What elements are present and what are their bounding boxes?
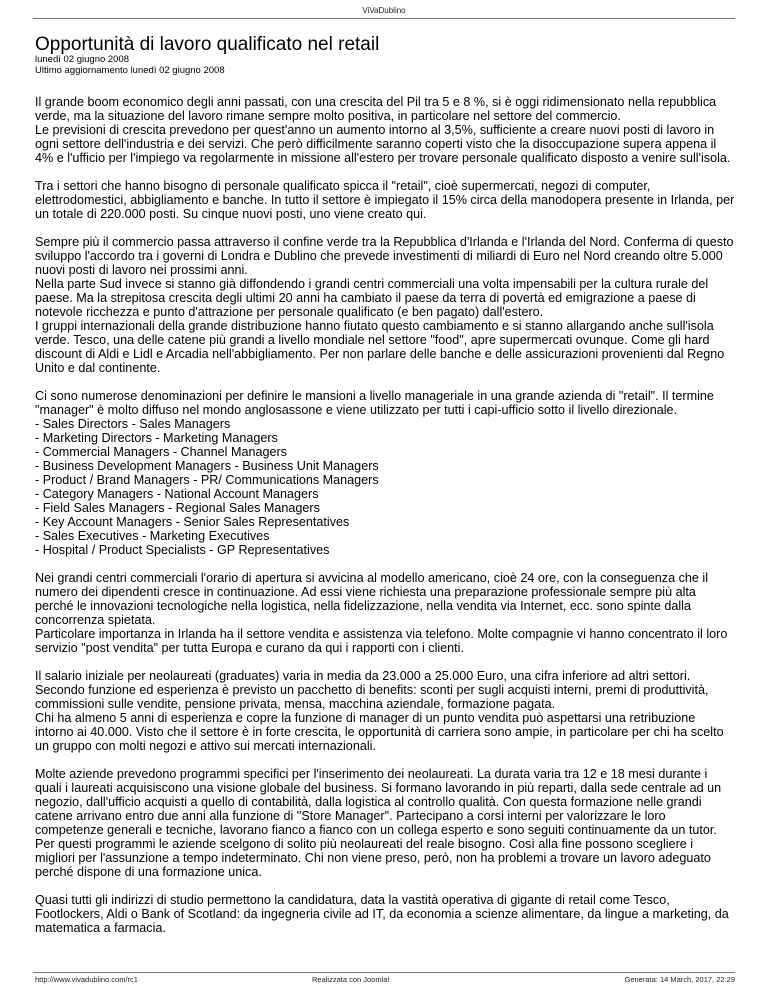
paragraph-line: - Sales Directors - Sales Managers xyxy=(35,417,231,431)
footer-divider xyxy=(33,972,735,973)
paragraph-line: - Hospital / Product Specialists - GP Representatives xyxy=(35,543,330,557)
article-paragraph xyxy=(35,389,735,557)
site-name: ViVaDublino xyxy=(362,6,406,15)
article-paragraph xyxy=(35,179,735,221)
paragraph-line: - Business Development Managers - Business Unit Managers xyxy=(35,459,379,473)
paragraph-line: - Key Account Managers - Senior Sales Representatives xyxy=(35,515,350,529)
paragraph-line: - Commercial Managers - Channel Managers xyxy=(35,445,287,459)
paragraph-line: Nei grandi centri commerciali l'orario di apertura si avvicina al modello americano, cioè 24 ore, con la conseguenza che il numero dei dipendenti cresce in continuazione. Ad essi viene richiesta una preparazione professionale sempre più alta perché le innovazioni tecnologiche nella logistica, nella fidelizzazione, nella vendita via Internet, ecc. sono spinte dalla concorrenza spietata. xyxy=(35,571,709,627)
paragraph-line: Le previsioni di crescita prevedono per quest'anno un aumento intorno al 3,5%, sufficiente a creare nuovi posti di lavoro in ogni settore dell'industria e dei servizi. Che però difficilmente saranno coperti visto che la disoccupazione supera appena il 4% e l'ufficio per l'impiego va regolarmente in missione all'estero per trovare personale qualificato disposto a venire sull'isola. xyxy=(35,123,731,165)
paragraph-line: Ci sono numerose denominazioni per definire le mansioni a livello manageriale in una grande azienda di "retail". Il termine "manager" è molto diffuso nel mondo anglosassone e viene utilizzato per tutti i capi-ufficio sotto il livello direzionale. xyxy=(35,389,714,417)
article-meta xyxy=(35,54,225,76)
article-paragraph xyxy=(35,767,735,879)
paragraph-line: Nella parte Sud invece si stanno già diffondendo i grandi centri commerciali una volta impensabili per la cultura rurale del paese. Ma la strepitosa crescita degli ultimi 20 anni ha cambiato il paese da terra di povertà ed emigrazione a paese di notevole ricchezza e punto d'attrazione per personale qualificato (e ben pagato) dall'estero. xyxy=(35,277,709,319)
paragraph-line: Il salario iniziale per neolaureati (graduates) varia in media da 23.000 a 25.000 Euro, una cifra inferiore ad altri settori. Secondo funzione ed esperienza è previsto un pacchetto di benefits: sconti per sugli acquisti interni, premi di produttività, commissioni sulle vendite, pensione privata, mensa, macchina aziendale, formazione pagata. xyxy=(35,669,709,711)
article-paragraph xyxy=(35,95,735,165)
article-paragraph xyxy=(35,669,735,753)
paragraph-line: Molte aziende prevedono programmi specifici per l'inserimento dei neolaureati. La durata varia tra 12 e 18 mesi durante i quali i laureati acquisiscono una visione globale del business. Si formano lavorando in più reparti, dalla sede centrale ad un negozio, dall'ufficio acquisti a quello di contabilità, dalla logistica al controllo qualità. Con questa formazione nelle grandi catene arrivano entro due anni alla funzione di "Store Manager". Partecipano a corsi interni per valorizzare le loro competenze generali e tecniche, lavorano fianco a fianco con un collega esperto e sono seguiti continuamente da un tutor. Per questi programmi le aziende scelgono di solito più neolaureati del reale bisogno. Così alla fine possono scegliere i migliori per l'assunzione a tempo indeterminato. Chi non viene preso, però, non ha problemi a trovare un lavoro adeguato perché dispone di una formazione unica. xyxy=(35,767,722,879)
paragraph-line: Sempre più il commercio passa attraverso il confine verde tra la Repubblica d'Irlanda e l'Irlanda del Nord. Conferma di questo sviluppo l'accordo tra i governi di Londra e Dublino che prevede investimenti di miliardi di Euro nel Nord creando oltre 5.000 nuovi posti di lavoro nei prossimi anni. xyxy=(35,235,734,277)
article-body xyxy=(35,95,735,949)
page-footer xyxy=(35,975,735,987)
paragraph-line: Particolare importanza in Irlanda ha il settore vendita e assistenza via telefono. Molte compagnie vi hanno concentrato il loro servizio "post vendita" per tutta Europa e curano da qui i rapporti con i clienti. xyxy=(35,627,728,655)
paragraph-line: Tra i settori che hanno bisogno di personale qualificato spicca il "retail", cioè supermercati, negozi di computer, elettrodomestici, abbigliamento e banche. In tutto il settore è impiegato il 15% circa della manodopera presente in Irlanda, per un totale di 220.000 posti. Su cinque nuovi posti, uno viene creato qui. xyxy=(35,179,735,221)
article-paragraph xyxy=(35,571,735,655)
article-paragraph xyxy=(35,893,735,935)
paragraph-line: Quasi tutti gli indirizzi di studio permettono la candidatura, data la vastità operativa di gigante di retail come Tesco, Footlockers, Aldi o Bank of Scotland: da ingegneria civile ad IT, da economia a scienze alimentare, da lingue a marketing, da matematica a farmacia. xyxy=(35,893,729,935)
paragraph-line: - Field Sales Managers - Regional Sales Managers xyxy=(35,501,320,515)
header-divider xyxy=(33,18,735,19)
footer-generated: Generata: 14 March, 2017, 22:29 xyxy=(624,975,735,984)
paragraph-line: Il grande boom economico degli anni passati, con una crescita del Pil tra 5 e 8 %, si è oggi ridimensionato nella repubblica verde, ma la situazione del lavoro rimane sempre molto positiva, in particolare nel settore del commercio. xyxy=(35,95,717,123)
paragraph-line: - Category Managers - National Account Managers xyxy=(35,487,319,501)
paragraph-line: I gruppi internazionali della grande distribuzione hanno fiutato questo cambiamento e si stanno allargando anche sull'isola verde. Tesco, una delle catene più grandi a livello mondiale nel settore "food", apre supermercati ovunque. Come gli hard discount di Aldi e Lidl e Arcadia nell'abbigliamento. Per non parlare delle banche e delle assicurazioni provenienti dal Regno Unito e dal continente. xyxy=(35,319,725,375)
article-title: Opportunità di lavoro qualificato nel retail xyxy=(35,34,380,55)
paragraph-line: Chi ha almeno 5 anni di esperienza e copre la funzione di manager di un punto vendita può aspettarsi una retribuzione intorno ai 40.000. Visto che il settore è in forte crescita, le opportunità di carriera sono ampie, in particolare per chi ha scelto un gruppo con molti negozi e attivo sui mercati internazionali. xyxy=(35,711,724,753)
paragraph-line: - Product / Brand Managers - PR/ Communications Managers xyxy=(35,473,379,487)
last-updated: Ultimo aggiornamento lunedì 02 giugno 2008 xyxy=(35,65,225,76)
footer-url[interactable]: http://www.vivadublino.com/rc1 xyxy=(35,975,138,984)
footer-made-with: Realizzata con Joomla! xyxy=(312,975,390,984)
paragraph-line: - Sales Executives - Marketing Executives xyxy=(35,529,270,543)
article-paragraph xyxy=(35,235,735,375)
paragraph-line: - Marketing Directors - Marketing Managers xyxy=(35,431,278,445)
publish-date: lunedì 02 giugno 2008 xyxy=(35,54,130,65)
